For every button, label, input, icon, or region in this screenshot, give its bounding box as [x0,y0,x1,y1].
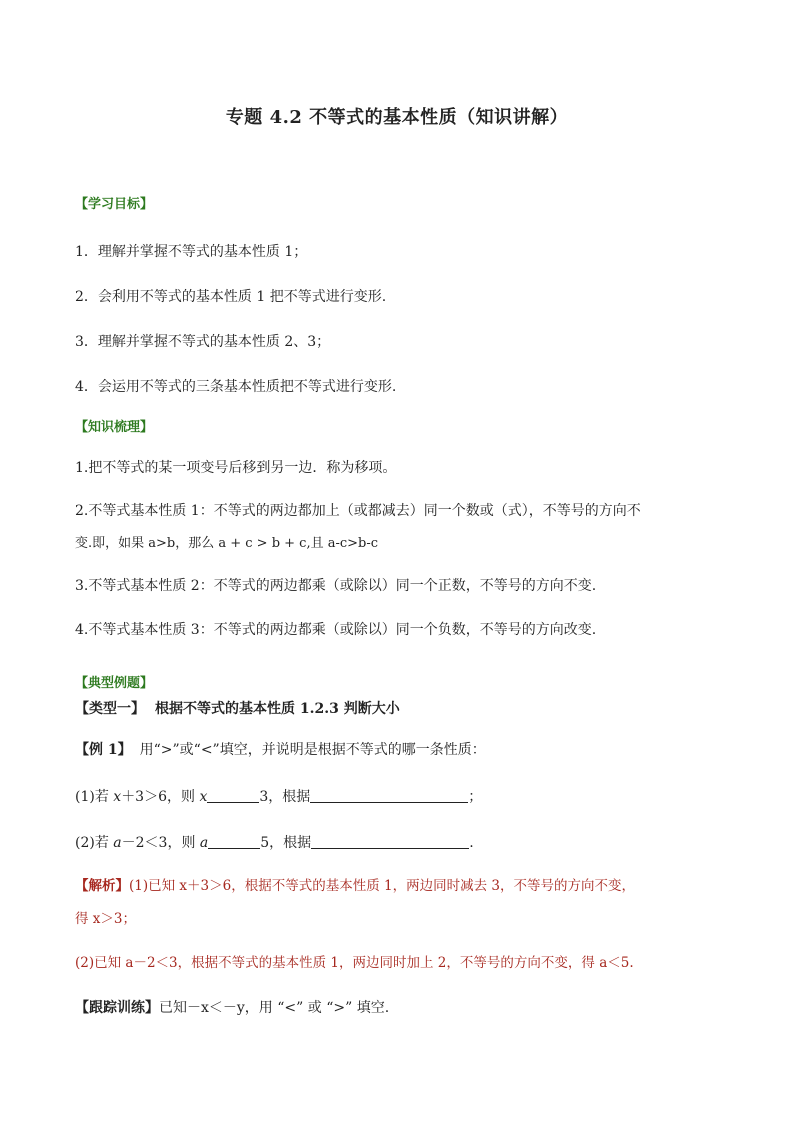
example-1-text: 用“>”或“<”填空，并说明是根据不等式的哪一条性质： [139,742,486,758]
practice-text: 已知－x＜－y，用 “<” 或 “>” 填空. [159,1000,390,1016]
goal-item-1: 1．理解并掌握不等式的基本性质 1； [75,244,308,260]
solution-tag: 【解析】 [75,878,129,894]
q1-answer-blank[interactable] [207,788,259,803]
type-one-line [75,701,400,718]
question-1 [75,788,482,806]
knowledge-heading: 【知识梳理】 [75,420,154,435]
knowledge-item-2-cont: 变.即，如果 a>b，那么 a + c > b + c,且 a-c>b-c [75,536,379,551]
q1-var: x [199,789,208,805]
knowledge-item-2: 2.不等式基本性质 1：不等式的两边都加上（或都减去）同一个数或（式），不等号的方向不 [75,503,641,519]
q1-end: ； [468,789,483,805]
q2-prefix: (2)若 [75,835,114,851]
goal-item-2: 2．会利用不等式的基本性质 1 把不等式进行变形. [75,289,387,305]
question-2 [75,834,474,852]
example-1-tag: 【例 1】 [75,742,132,758]
q1-prefix: (1)若 [75,789,114,805]
goal-item-3: 3．理解并掌握不等式的基本性质 2、3； [75,334,331,350]
q1-reason-blank[interactable] [310,788,468,803]
page-title: 专题 4.2 不等式的基本性质（知识讲解） [225,107,569,128]
learning-goals-heading: 【学习目标】 [75,197,154,212]
knowledge-item-3: 3.不等式基本性质 2：不等式的两边都乘（或除以）同一个正数，不等号的方向不变. [75,578,597,594]
examples-heading: 【典型例题】 [75,676,154,691]
example-1-line [75,742,486,759]
practice-line [75,1000,389,1017]
practice-tag: 【跟踪训练】 [75,1000,159,1016]
q2-cond-rest: －2＜3，则 [121,835,200,851]
q1-mid: 3，根据 [259,789,311,805]
knowledge-item-4: 4.不等式基本性质 3：不等式的两边都乘（或除以）同一个负数，不等号的方向改变. [75,622,597,638]
solution-line-2: 得 x＞3； [75,911,136,927]
solution-line-3: (2)已知 a－2＜3，根据不等式的基本性质 1，两边同时加上 2，不等号的方向不变，得 a＜5. [75,955,634,971]
q2-reason-blank[interactable] [311,834,469,849]
q2-end: . [469,835,474,851]
type-one-text: 根据不等式的基本性质 1.2.3 判断大小 [155,701,400,717]
q2-var: a [199,835,209,851]
knowledge-item-1: 1.把不等式的某一项变号后移到另一边．称为移项。 [75,460,397,476]
q2-answer-blank[interactable] [208,834,260,849]
q1-cond-rest: ＋3＞6，则 [121,789,200,805]
q2-mid: 5，根据 [260,835,312,851]
type-one-tag: 【类型一】 [75,701,145,717]
solution-line-1 [75,878,635,894]
q1-cond-var: x [113,789,122,805]
solution-text-1: (1)已知 x＋3＞6，根据不等式的基本性质 1，两边同时减去 3，不等号的方向不变， [129,878,635,894]
goal-item-4: 4．会运用不等式的三条基本性质把不等式进行变形. [75,379,397,395]
q2-cond-var: a [113,835,122,851]
